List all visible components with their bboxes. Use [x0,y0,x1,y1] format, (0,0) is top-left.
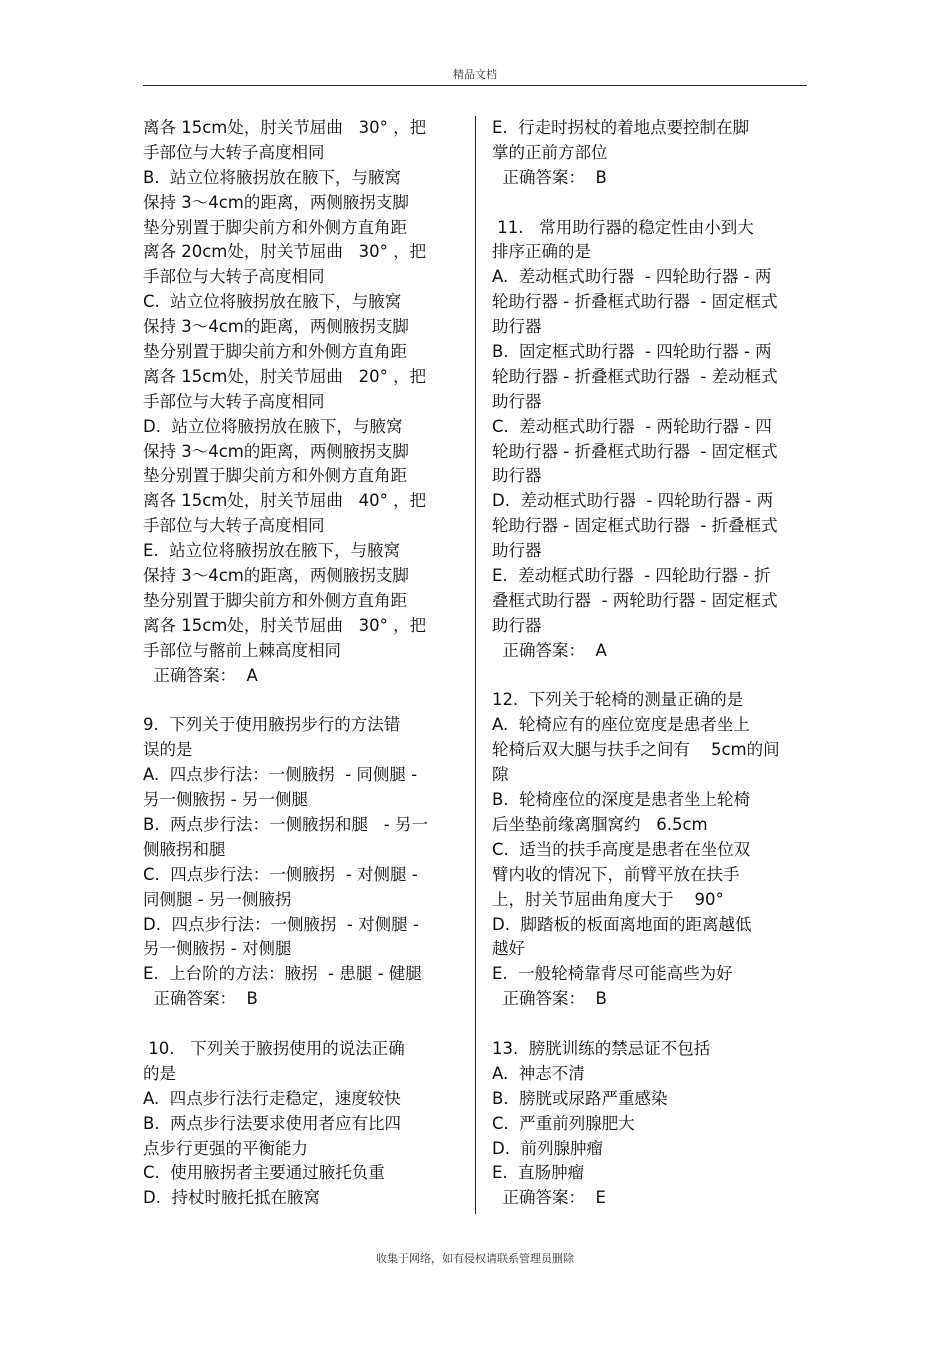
text-line: E. 一般轮椅靠背尽可能高些为好 [492,964,733,984]
text-line: 误的是 [143,740,193,760]
text-line: E. 直肠肿瘤 [492,1163,585,1183]
text-line: 轮助行器 - 折叠框式助行器 - 固定框式 [492,441,778,461]
text-line: C. 四点步行法：一侧腋拐 - 对侧腿 - [143,864,418,884]
paragraph-gap [492,191,802,216]
text-line: D. 四点步行法：一侧腋拐 - 对侧腿 - [143,914,419,934]
text-line: 叠框式助行器 - 两轮助行器 - 固定框式 [492,590,778,610]
text-line: 的是 [143,1063,176,1083]
text-line: C. 使用腋拐者主要通过腋托负重 [143,1163,385,1183]
text-line: 助行器 [492,466,542,486]
text-line: 垫分别置于脚尖前方和外侧方直角距 [143,217,407,237]
text-line: C. 适当的扶手高度是患者在坐位双 [492,839,751,859]
text-line: D. 前列腺肿瘤 [492,1138,603,1158]
text-line: E. 行走时拐杖的着地点要控制在脚 [492,118,750,137]
text-line: 点步行更强的平衡能力 [143,1138,308,1158]
paragraph-gap [143,688,461,713]
text-line: 侧腋拐和腿 [143,839,226,859]
text-line: E. 上台阶的方法：腋拐 - 患腿 - 健腿 [143,964,422,984]
text-line: 同侧腿 - 另一侧腋拐 [143,889,292,909]
text-line: 离各 15cm处，肘关节屈曲 20° ，把 [143,366,427,386]
text-line: 11. 常用助行器的稳定性由小到大 [492,217,754,237]
text-line: 正确答案： B [143,989,258,1009]
text-line: 助行器 [492,541,542,561]
text-line: 助行器 [492,615,542,635]
text-line: 隙 [492,765,509,785]
text-line: 保持 3～4cm的距离，两侧腋拐支脚 [143,566,409,586]
text-line: 保持 3～4cm的距离，两侧腋拐支脚 [143,192,409,212]
text-line: 轮助行器 - 折叠框式助行器 - 差动框式 [492,366,778,386]
text-line: 正确答案： B [492,167,607,187]
text-line: 越好 [492,939,525,959]
text-line: 离各 15cm处，肘关节屈曲 40° ，把 [143,491,427,511]
text-line: 正确答案： B [492,989,607,1009]
text-line: D. 脚踏板的板面离地面的距离越低 [492,914,752,934]
text-line: A. 差动框式助行器 - 四轮助行器 - 两 [492,267,772,287]
text-line: B. 站立位将腋拐放在腋下，与腋窝 [143,167,402,187]
text-line: 后坐垫前缘离腘窝约 6.5cm [492,814,708,834]
column-divider [475,116,476,1214]
right-column [492,116,802,1211]
text-line: B. 两点步行法：一侧腋拐和腿 - 另一 [143,814,428,834]
text-line: C. 站立位将腋拐放在腋下，与腋窝 [143,292,402,312]
text-line: B. 两点步行法要求使用者应有比四 [143,1113,402,1133]
text-line: 轮椅后双大腿与扶手之间有 5cm的间 [492,740,780,760]
text-line: C. 严重前列腺肥大 [492,1113,635,1133]
page-footer: 收集于网络，如有侵权请联系管理员删除 [376,1252,574,1265]
text-line: 9. 下列关于使用腋拐步行的方法错 [143,715,401,735]
text-line: 垫分别置于脚尖前方和外侧方直角距 [143,342,407,362]
text-line: 保持 3～4cm的距离，两侧腋拐支脚 [143,441,409,461]
text-line: 12. 下列关于轮椅的测量正确的是 [492,690,744,710]
page-header: 精品文档 [453,68,497,81]
text-line: 10. 下列关于腋拐使用的说法正确 [143,1038,405,1058]
text-line: D. 差动框式助行器 - 四轮助行器 - 两 [492,491,774,511]
text-line: B. 固定框式助行器 - 四轮助行器 - 两 [492,342,772,362]
text-line: A. 四点步行法：一侧腋拐 - 同侧腿 - [143,765,418,785]
text-line: A. 神志不清 [492,1063,585,1083]
text-line: 助行器 [492,317,542,337]
text-line: 保持 3～4cm的距离，两侧腋拐支脚 [143,317,409,337]
text-line: 手部位与大转子高度相同 [143,391,325,411]
text-line: 手部位与大转子高度相同 [143,267,325,287]
text-line: 手部位与大转子高度相同 [143,516,325,536]
text-line: 13. 膀胱训练的禁忌证不包括 [492,1038,711,1058]
text-line: 掌的正前方部位 [492,142,608,162]
text-line: 上，肘关节屈曲角度大于 90° [492,889,724,909]
text-line: 正确答案： A [143,665,258,685]
text-line: D. 持杖时腋托抵在腋窝 [143,1188,320,1208]
text-line: E. 差动框式助行器 - 四轮助行器 - 折 [492,566,771,586]
text-line: 臂内收的情况下，前臂平放在扶手 [492,864,740,884]
text-line: 手部位与髂前上棘高度相同 [143,640,341,660]
paragraph-gap [143,1012,461,1037]
paragraph-gap [492,664,802,689]
text-line: A. 四点步行法行走稳定，速度较快 [143,1088,401,1108]
text-line: 手部位与大转子高度相同 [143,142,325,162]
text-line: 离各 20cm处，肘关节屈曲 30° ，把 [143,242,427,262]
text-line: E. 站立位将腋拐放在腋下，与腋窝 [143,541,401,561]
paragraph-gap [492,1012,802,1037]
text-line: 垫分别置于脚尖前方和外侧方直角距 [143,466,407,486]
left-column [143,116,461,1211]
text-line: 另一侧腋拐 - 对侧腿 [143,939,292,959]
text-line: D. 站立位将腋拐放在腋下，与腋窝 [143,416,403,436]
header-divider [143,85,807,86]
text-line: 正确答案： A [492,640,607,660]
text-line: 助行器 [492,391,542,411]
text-line: B. 轮椅座位的深度是患者坐上轮椅 [492,790,751,810]
text-line: 离各 15cm处，肘关节屈曲 30° ，把 [143,118,427,137]
text-line: A. 轮椅应有的座位宽度是患者坐上 [492,715,750,735]
text-line: 轮助行器 - 折叠框式助行器 - 固定框式 [492,292,778,312]
text-line: 排序正确的是 [492,242,591,262]
text-line: B. 膀胱或尿路严重感染 [492,1088,668,1108]
text-line: 垫分别置于脚尖前方和外侧方直角距 [143,590,407,610]
text-line: 离各 15cm处，肘关节屈曲 30° ，把 [143,615,427,635]
text-line: 正确答案： E [492,1188,606,1208]
text-line: 轮助行器 - 固定框式助行器 - 折叠框式 [492,516,778,536]
text-line: 另一侧腋拐 - 另一侧腿 [143,790,308,810]
text-line: C. 差动框式助行器 - 两轮助行器 - 四 [492,416,772,436]
